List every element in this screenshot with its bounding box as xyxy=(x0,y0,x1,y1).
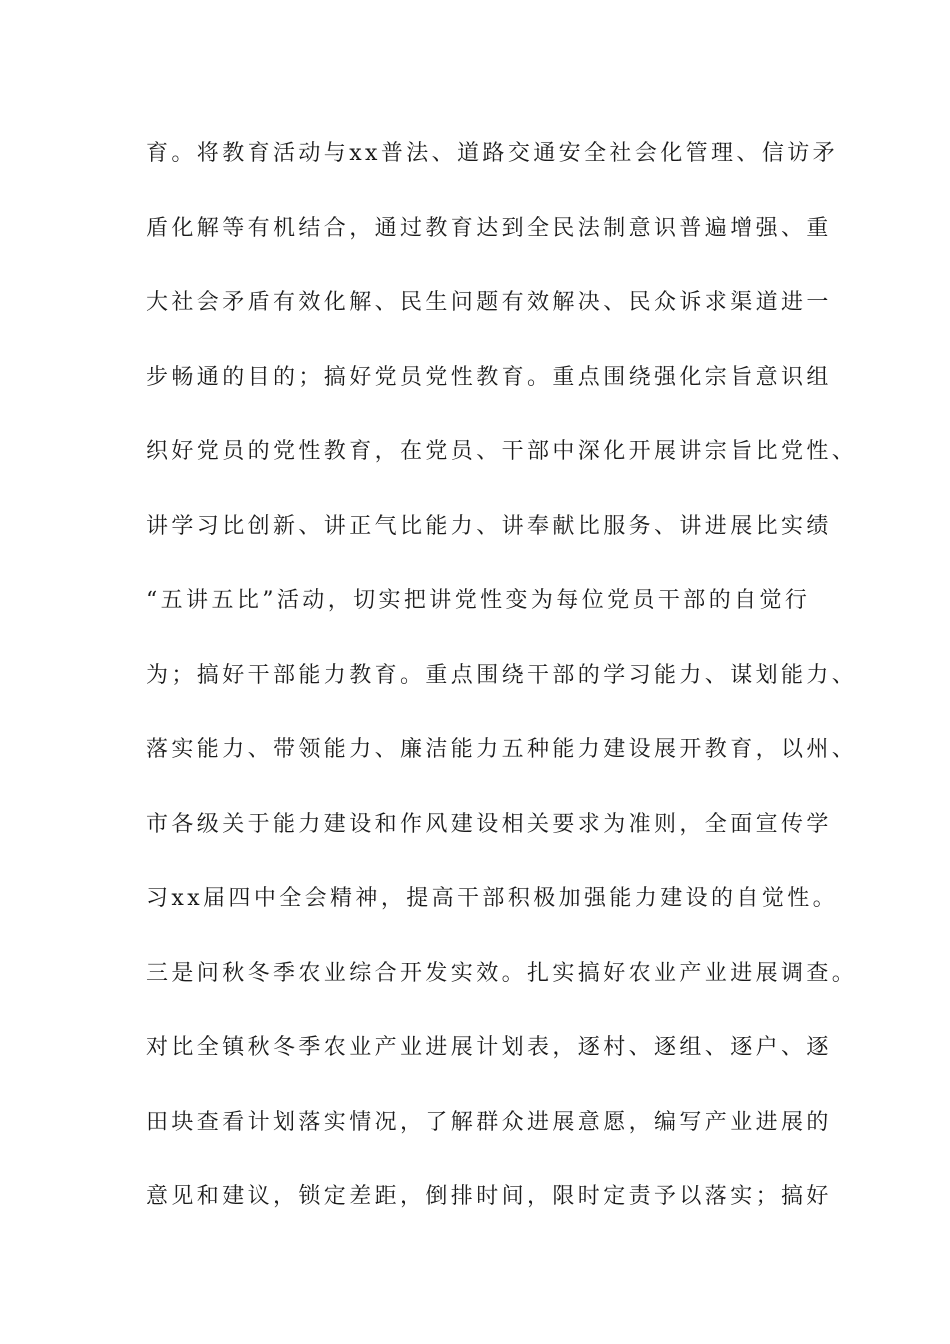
text-line: 讲学习比创新、讲正气比能力、讲奉献比服务、讲进展比实绩 xyxy=(146,513,832,539)
text-line: 盾化解等有机结合，通过教育达到全民法制意识普遍增强、重 xyxy=(146,215,832,241)
body-text xyxy=(146,132,858,1250)
text-line: 习xx届四中全会精神，提高干部积极加强能力建设的自觉性。 xyxy=(146,886,839,911)
text-line: 市各级关于能力建设和作风建设相关要求为准则，全面宣传学 xyxy=(146,811,832,837)
text-line: 步畅通的目的；搞好党员党性教育。重点围绕强化宗旨意识组 xyxy=(146,364,832,390)
text-line: 意见和建议，锁定差距，倒排时间，限时定责予以落实；搞好 xyxy=(146,1184,832,1209)
text-line: 为；搞好干部能力教育。重点围绕干部的学习能力、谋划能力、 xyxy=(146,662,858,688)
text-line: 对比全镇秋冬季农业产业进展计划表，逐村、逐组、逐户、逐 xyxy=(146,1035,832,1060)
text-line: 落实能力、带领能力、廉洁能力五种能力建设展开教育，以州、 xyxy=(146,737,858,762)
text-line: 田块查看计划落实情况，了解群众进展意愿，编写产业进展的 xyxy=(146,1109,832,1135)
text-line: 织好党员的党性教育，在党员、干部中深化开展讲宗旨比党性、 xyxy=(146,439,858,464)
text-line: “五讲五比”活动，切实把讲党性变为每位党员干部的自觉行 xyxy=(146,588,811,613)
text-line: 大社会矛盾有效化解、民生问题有效解决、民众诉求渠道进一 xyxy=(146,290,832,315)
text-line: 育。将教育活动与xx普法、道路交通安全社会化管理、信访矛 xyxy=(146,141,839,166)
text-line: 三是问秋冬季农业综合开发实效。扎实搞好农业产业进展调查。 xyxy=(146,960,858,986)
